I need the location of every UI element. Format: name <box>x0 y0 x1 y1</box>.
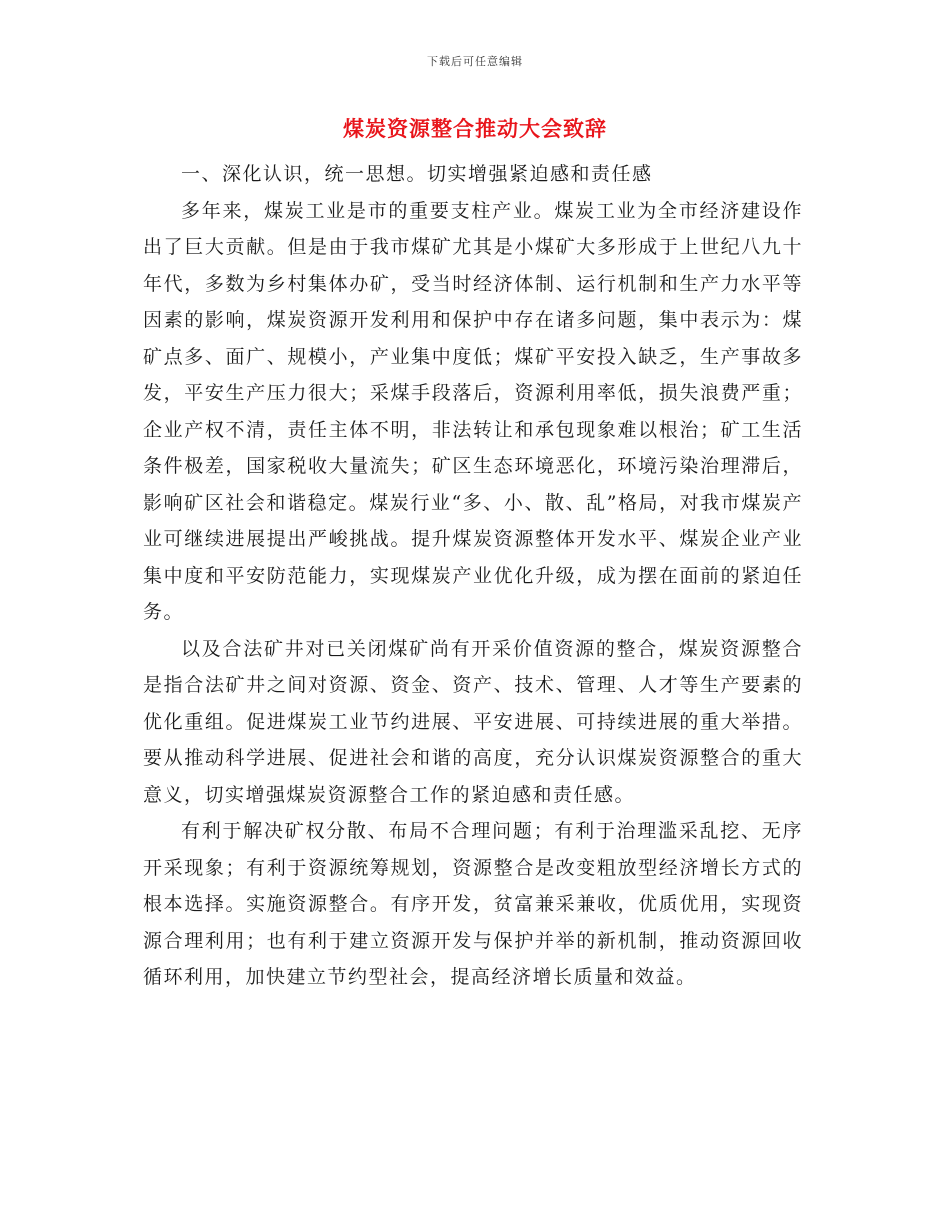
paragraph-2: 以及合法矿井对已关闭煤矿尚有开采价值资源的整合，煤炭资源整合是指合法矿井之间对资源、资金、资产、技术、管理、人才等生产要素的优化重组。促进煤炭工业节约进展、平安进展、可持续进展的重大举措。要从推动科学进展、促进社会和谐的高度，充分认识煤炭资源整合的重大意义，切实增强煤炭资源整合工作的紧迫感和责任感。 <box>143 637 803 806</box>
header-note: 下载后可任意编辑 <box>427 55 523 68</box>
paragraph-1: 多年来，煤炭工业是市的重要支柱产业。煤炭工业为全市经济建设作出了巨大贡献。但是由于我市煤矿尤其是小煤矿大多形成于上世纪八九十年代，多数为乡村集体办矿，受当时经济体制、运行机制和生产力水平等因素的影响，煤炭资源开发利用和保护中存在诸多问题，集中表示为：煤矿点多、面广、规模小，产业集中度低；煤矿平安投入缺乏，生产事故多发，平安生产压力很大；采煤手段落后，资源利用率低，损失浪费严重；企业产权不清，责任主体不明，非法转让和承包现象难以根治；矿工生活条件极差，国家税收大量流失；矿区生态环境恶化，环境污染治理滞后，影响矿区社会和谐稳定。煤炭行业“多、小、散、乱”格局，对我市煤炭产业可继续进展提出严峻挑战。提升煤炭资源整体开发水平、煤炭企业产业集中度和平安防范能力，实现煤炭产业优化升级，成为摆在面前的紧迫任务。 <box>143 199 803 623</box>
section-heading: 一、深化认识，统一思想。切实增强紧迫感和责任感 <box>181 163 653 185</box>
document-title: 煤炭资源整合推动大会致辞 <box>343 116 607 141</box>
document-body <box>143 156 803 996</box>
paragraph-3: 有利于解决矿权分散、布局不合理问题；有利于治理滥采乱挖、无序开采现象；有利于资源统筹规划，资源整合是改变粗放型经济增长方式的根本选择。实施资源整合。有序开发，贫富兼采兼收，优质优用，实现资源合理利用；也有利于建立资源开发与保护并举的新机制，推动资源回收循环利用，加快建立节约型社会，提高经济增长质量和效益。 <box>143 820 803 988</box>
